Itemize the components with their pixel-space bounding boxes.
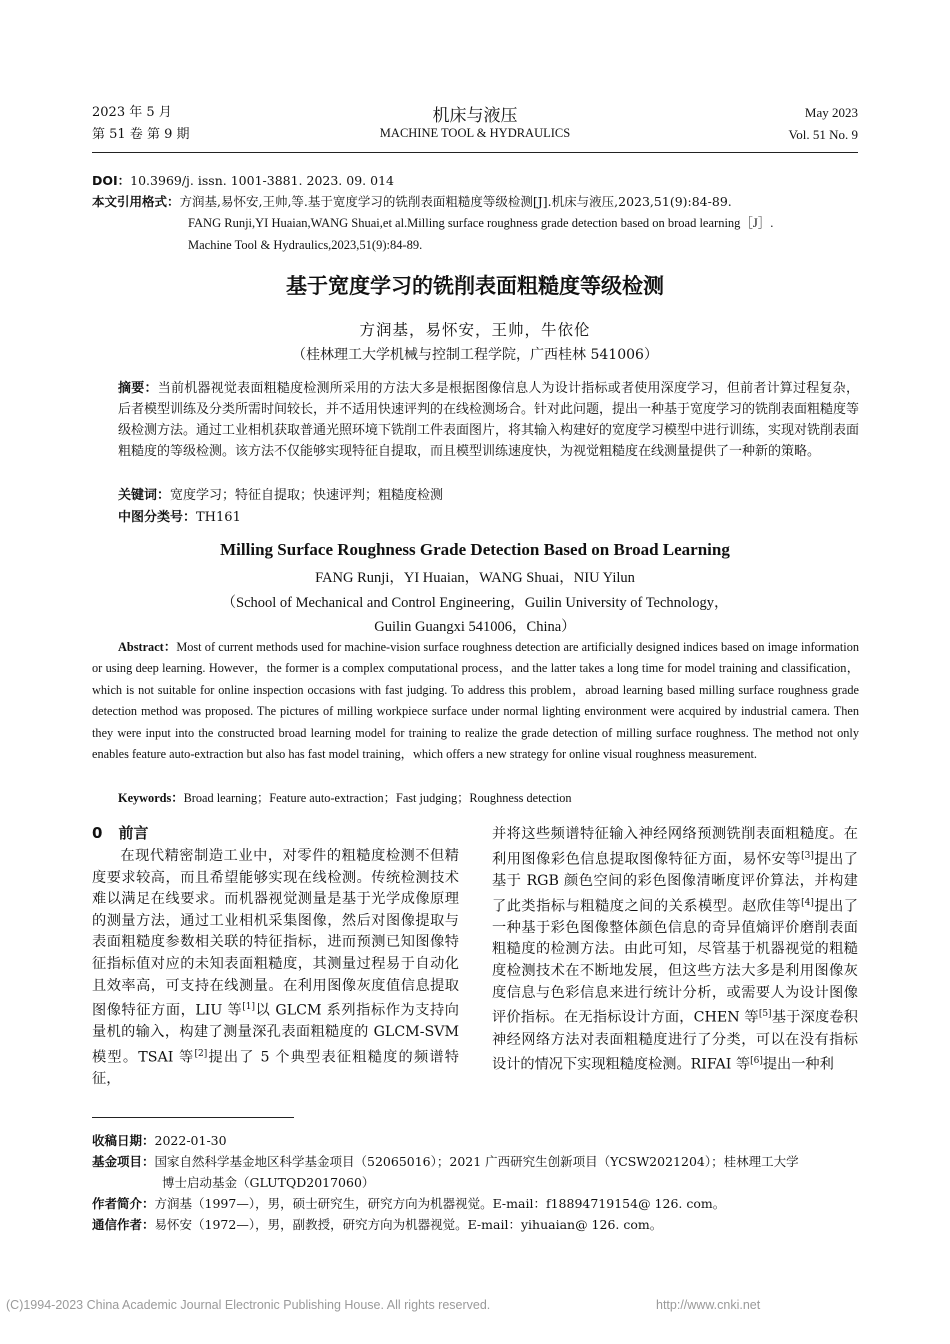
body-left-text-2: 以 GLCM 系列指标作为支持向量机的输入，构建了测量深孔表面粗糙度的 GLCM-SVM 模型。 [92,1002,459,1066]
corresponding-label: 通信作者： [92,1217,155,1232]
citation-en-2: Machine Tool & Hydraulics,2023,51(9):84-89. [188,238,423,252]
keywords-cn-text: 宽度学习；特征自提取；快速评判；粗糙度检测 [170,488,444,503]
keywords-en-label: Keywords： [118,791,184,805]
citation-ref-2: [2] [194,1049,208,1060]
author-text: 方润基（1997—），男，硕士研究生，研究方向为机器视觉。E-mail：f18894719154@ 126. com。 [154,1196,726,1211]
received-label: 收稿日期： [92,1133,155,1148]
footnote-received [92,1130,227,1151]
citation-cn: 方润基,易怀安,王帅,等.基于宽度学习的铣削表面粗糙度等级检测[J].机床与液压,2023,51(9):84-89. [179,194,732,209]
fund-text-2: 博士启动基金（GLUTQD2017060） [162,1175,375,1190]
keywords-cn-label: 关键词： [118,488,171,503]
body-left-ref2-author: TSAI 等 [138,1049,195,1066]
footnote-corresponding [92,1214,662,1235]
citation-ref-4: [4] [801,897,814,908]
citation-ref-3: [3] [801,850,814,861]
section-number: 0 [92,824,103,842]
doi-line [92,170,394,191]
citation-ref-1: [1] [242,1002,255,1013]
citation-ref-6: [6] [750,1056,763,1067]
affiliation-cn: （桂林理工大学机械与控制工程学院，广西桂林 541006） [292,347,658,363]
footnote-fund [92,1151,872,1172]
section-heading [92,822,148,843]
body-right-column [492,824,858,1076]
classification-value: TH161 [196,510,241,525]
classification-label: 中图分类号： [118,510,197,525]
header-volume-en: Vol. 51 No. 9 [788,127,858,142]
authors-en: FANG Runji，YI Huaian，WANG Shuai，NIU Yilun [315,570,635,586]
body-right-text-3: 提出了一种基于彩色图像整体颜色信息的奇异值熵评价磨削表面粗糙度的检测方法。由此可知，尽管基于机器视觉的粗糙度检测技术在不断地发展，但这些方法大多是利用图像灰度信息与色彩信息来进行统计分析，或需要人为设计图像评价指标。在无指标设计方面，CHEN 等 [492,898,858,1026]
abstract-cn [118,378,859,462]
header-date-en: May 2023 [804,105,858,120]
header-volume-cn: 第 51 卷 第 9 期 [92,127,190,142]
authors-cn: 方润基，易怀安，王帅，牛依伦 [359,321,591,339]
body-left-column [92,846,459,1091]
citation-line [92,191,872,212]
citation-en-1: FANG Runji,YI Huaian,WANG Shuai,et al.Milling surface roughness grade detection based on broad learning［J］. [188,216,774,230]
keywords-cn [118,485,443,506]
cnki-link[interactable]: http://www.cnki.net [656,1298,761,1312]
abstract-cn-label: 摘要： [118,381,158,396]
corresponding-text: 易怀安（1972—），男，副教授，研究方向为机器视觉。E-mail：yihuaian@ 126. com。 [154,1217,663,1232]
abstract-en [92,637,859,765]
body-right-text-2: 提出了基于 RGB 颜色空间的彩色图像清晰度评价算法，并构建了此类指标与粗糙度之间的关系模型。赵欣佳等 [492,851,858,915]
body-right-text-5: 提出一种利 [762,1056,834,1073]
footnote-author [92,1193,725,1214]
journal-title-en: MACHINE TOOL & HYDRAULICS [379,126,571,140]
header-rule [92,152,858,153]
paper-title-cn: 基于宽度学习的铣削表面粗糙度等级检测 [286,274,664,298]
received-date: 2022-01-30 [154,1133,227,1148]
doi-value: 10.3969/j. issn. 1001-3881. 2023. 09. 014 [130,173,394,188]
body-right-paragraph [492,824,858,1076]
paper-title-en: Milling Surface Roughness Grade Detection Based on Broad Learning [220,540,730,559]
abstract-cn-text: 当前机器视觉表面粗糙度检测所采用的方法大多是根据图像信息人为设计指标或者使用深度学习，但前者计算过程复杂，后者模型训练及分类所需时间较长，并不适用快速评判的在线检测场合。针对此问题，提出一种基于宽度学习的铣削表面粗糙度等级检测方法。通过工业相机获取普通光照环境下铣削工件表面图片，将其输入构建好的宽度学习模型中进行训练，实现对铣削表面粗糙度的等级检测。该方法不仅能够实现特征自提取，而且模型训练速度快，为视觉粗糙度在线测量提供了一种新的策略。 [118,381,860,459]
header-date-cn: 2023 年 5 月 [92,105,172,120]
abstract-en-text: Most of current methods used for machine-vision surface roughness detection are artificially designed indices based on image information or using deep learning. However，the former is a complex computational process，and the latter takes a long time for model training and classification，which is not suitable for online inspection occasions with fast judging. To address this problem，abroad learning based milling surface roughness grade detection method was proposed. The pictures of milling workpiece surface under normal lighting environment were acquired by industrial camera. Then they were input into the constructed broad learning model for training to realize the grade detection of milling surface roughness. The method not only enables feature auto-extraction but also has fast model training，which offers a new strategy for online visual roughness measurement. [92,640,859,762]
body-left-ref1-author: LIU 等 [195,1002,243,1019]
citation-label: 本文引用格式： [92,194,180,209]
journal-title-cn: 机床与液压 [432,106,518,126]
keywords-en-text: Broad learning；Feature auto-extraction；Fast judging；Roughness detection [183,791,572,805]
doi-label: DOI： [92,173,131,188]
body-right-text-4: 基于深度卷积神经网络方法对表面粗糙度进行了分类，可以在没有指标设计的情况下实现粗糙度检测。RIFAI 等 [492,1009,858,1073]
author-label: 作者简介： [92,1196,155,1211]
fund-label: 基金项目： [92,1154,155,1169]
classification [118,507,241,528]
body-left-text: 在现代精密制造工业中，对零件的粗糙度检测不但精度要求较高，而且希望能够实现在线检测。传统检测技术难以满足在线要求。而机器视觉测量是基于光学成像原理的测量方法，通过工业相机采集图像，然后对图像提取与表面粗糙度参数相关联的特征指标，进而预测已知图像特征指标值对应的未知表面粗糙度，其测量过程易于自动化且效率高，可支持在线测量。在利用图像灰度值信息提取图像特征方面， [92,848,459,1019]
abstract-en-label: Abstract： [118,640,177,654]
body-left-text-3: 提出了 5 个典型表征粗糙度的频谱特征， [92,1049,459,1088]
section-title: 前言 [118,824,149,842]
fund-text-1: 国家自然科学基金地区科学基金项目（52065016）；2021 广西研究生创新项目（YCSW2021204）；桂林理工大学 [154,1154,799,1169]
copyright-text: (C)1994-2023 China Academic Journal Electronic Publishing House. All rights reserved. [6,1298,491,1312]
keywords-en [118,788,572,809]
affiliation-en-2: Guilin Guangxi 541006，China） [374,619,576,635]
footnote-rule [92,1117,294,1118]
body-left-paragraph [92,846,459,1091]
citation-ref-5: [5] [758,1009,772,1020]
affiliation-en-1: （School of Mechanical and Control Engineering，Guilin University of Technology， [221,595,729,611]
body-right-text-1: 并将这些频谱特征输入神经网络预测铣削表面粗糙度。在利用图像彩色信息提取图像特征方面，易怀安等 [492,826,858,868]
